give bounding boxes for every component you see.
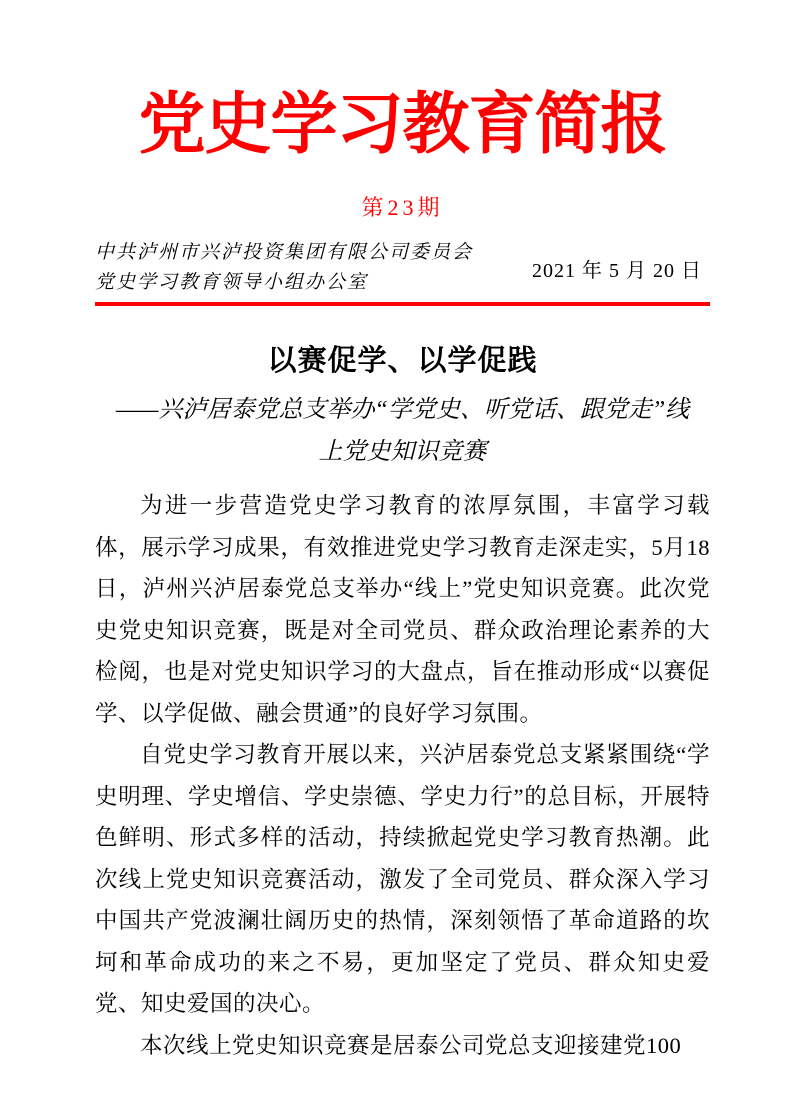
issuer-line-1: 中共泸州市兴泸投资集团有限公司委员会 (95, 242, 474, 264)
masthead-title: 党史学习教育简报 (138, 88, 667, 162)
article-paragraph: 为进一步营造党史学习教育的浓厚氛围，丰富学习载体，展示学习成果，有效推进党史学习教育走深走实，5月18日，泸州兴泸居泰党总支举办“线上”党史知识竞赛。此次党史党史知识竞赛，既是对全司党员、群众政治理论素养的大检阅，也是对党史知识学习的大盘点，旨在推动形成“以赛促学、以学促做、融会贯通”的良好学习氛围。 (95, 493, 710, 726)
issuer-line-2: 党史学习教育领导小组办公室 (95, 272, 369, 294)
red-divider-rule (95, 302, 710, 306)
article-body (95, 485, 710, 1066)
article-paragraph: 自党史学习教育开展以来，兴泸居泰党总支紧紧围绕“学史明理、学史增信、学史崇德、学史力行”的总目标，开展特色鲜明、形式多样的活动，持续掀起党史学习教育热潮。此次线上党史知识竞赛活动，激发了全司党员、群众深入学习中国共产党波澜壮阔历史的热情，深刻领悟了革命道路的坎坷和革命成功的来之不易，更加坚定了党员、群众知史爱党、知史爱国的决心。 (95, 742, 710, 1017)
article-subtitle-line-1: ——兴泸居泰党总支举办“学党史、听党话、跟党走”线 (115, 397, 690, 424)
article-title: 以赛促学、以学促践 (267, 345, 538, 378)
issuer-block (95, 238, 473, 298)
issuer-header-row (95, 238, 710, 298)
issue-date: 2021 年 5 月 20 日 (532, 259, 702, 282)
article-subtitle (95, 389, 710, 473)
article-subtitle-line-2: 上党史知识竞赛 (318, 439, 487, 466)
article-paragraph: 本次线上党史知识竞赛是居泰公司党总支迎接建党100 (140, 1032, 682, 1058)
issue-number: 第23期 (361, 195, 444, 221)
